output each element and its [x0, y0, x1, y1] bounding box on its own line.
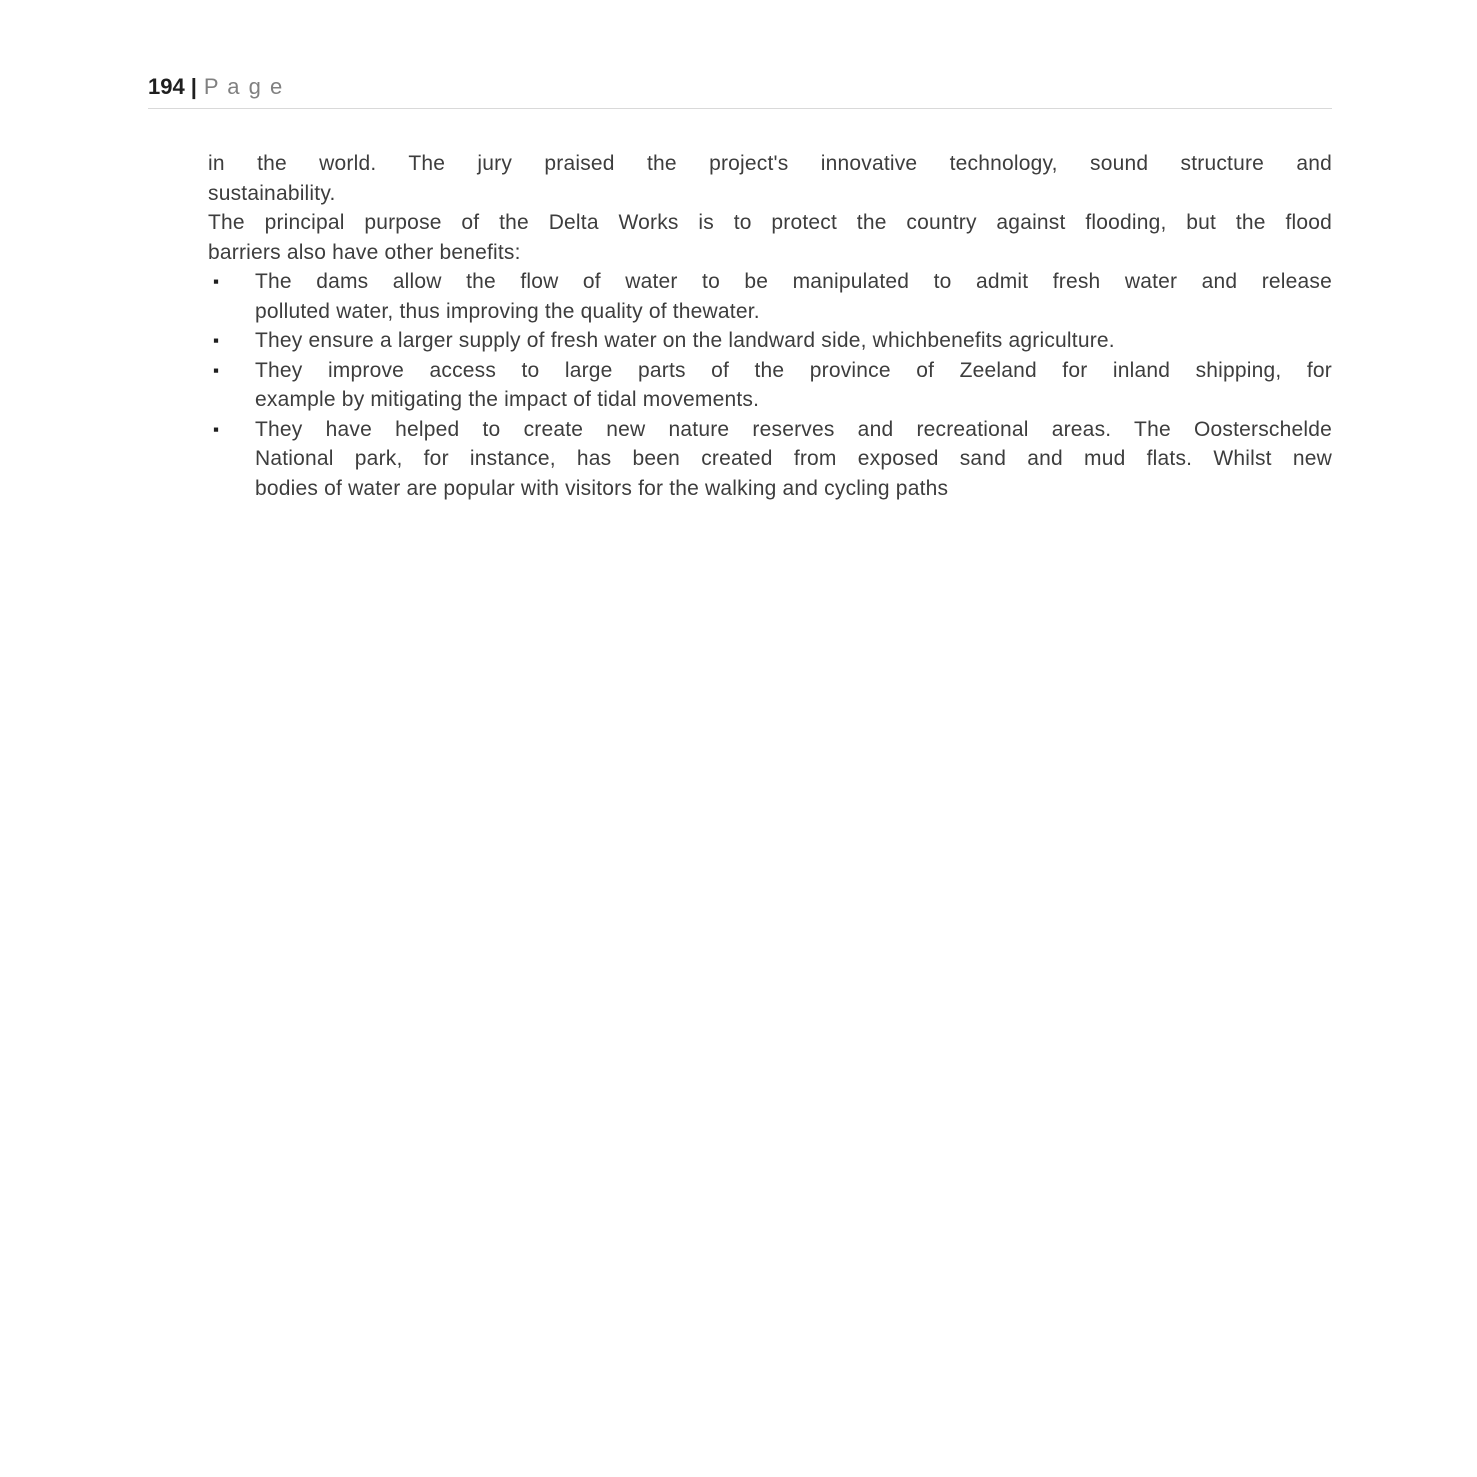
text-line: in the world. The jury praised the project's innovative technology, sound structure and [208, 152, 1332, 175]
text-line: The principal purpose of the Delta Works is to protect the country against flooding, but the flood [208, 211, 1332, 234]
text-line: bodies of water are popular with visitors for the walking and cycling paths [255, 476, 949, 500]
text-line: National park, for instance, has been created from exposed sand and mud flats. Whilst new [255, 447, 1332, 470]
text-line: barriers also have other benefits: [208, 240, 521, 264]
paragraph [208, 208, 1332, 267]
bullet-item [208, 326, 1332, 356]
text-line: example by mitigating the impact of tidal movements. [255, 388, 760, 411]
text-line: They ensure a larger supply of fresh water on the landward side, whichbenefits agriculture. [255, 329, 1115, 352]
bullet-square-icon: ▪ [213, 272, 220, 291]
page-number: 194 [148, 74, 185, 99]
bullet-square-icon: ▪ [213, 419, 220, 439]
page-header [148, 74, 1332, 109]
paragraph [208, 149, 1332, 208]
text-line: They improve access to large parts of the province of Zeeland for inland shipping, for [255, 358, 1332, 382]
text-line: polluted water, thus improving the quality of thewater. [255, 299, 760, 323]
bullet-square-icon: ▪ [213, 331, 220, 350]
bullet-item [208, 415, 1332, 504]
bullet-item [208, 267, 1332, 326]
text-line: sustainability. [208, 181, 336, 205]
text-line: They have helped to create new nature reserves and recreational areas. The Oosterschelde [255, 417, 1332, 441]
bullet-square-icon: ▪ [213, 360, 220, 380]
body-text [208, 149, 1332, 503]
text-line: The dams allow the flow of water to be manipulated to admit fresh water and release [255, 270, 1332, 293]
page-label: P a g e [203, 74, 284, 99]
header-separator: | [190, 74, 197, 99]
bullet-item [208, 356, 1332, 415]
